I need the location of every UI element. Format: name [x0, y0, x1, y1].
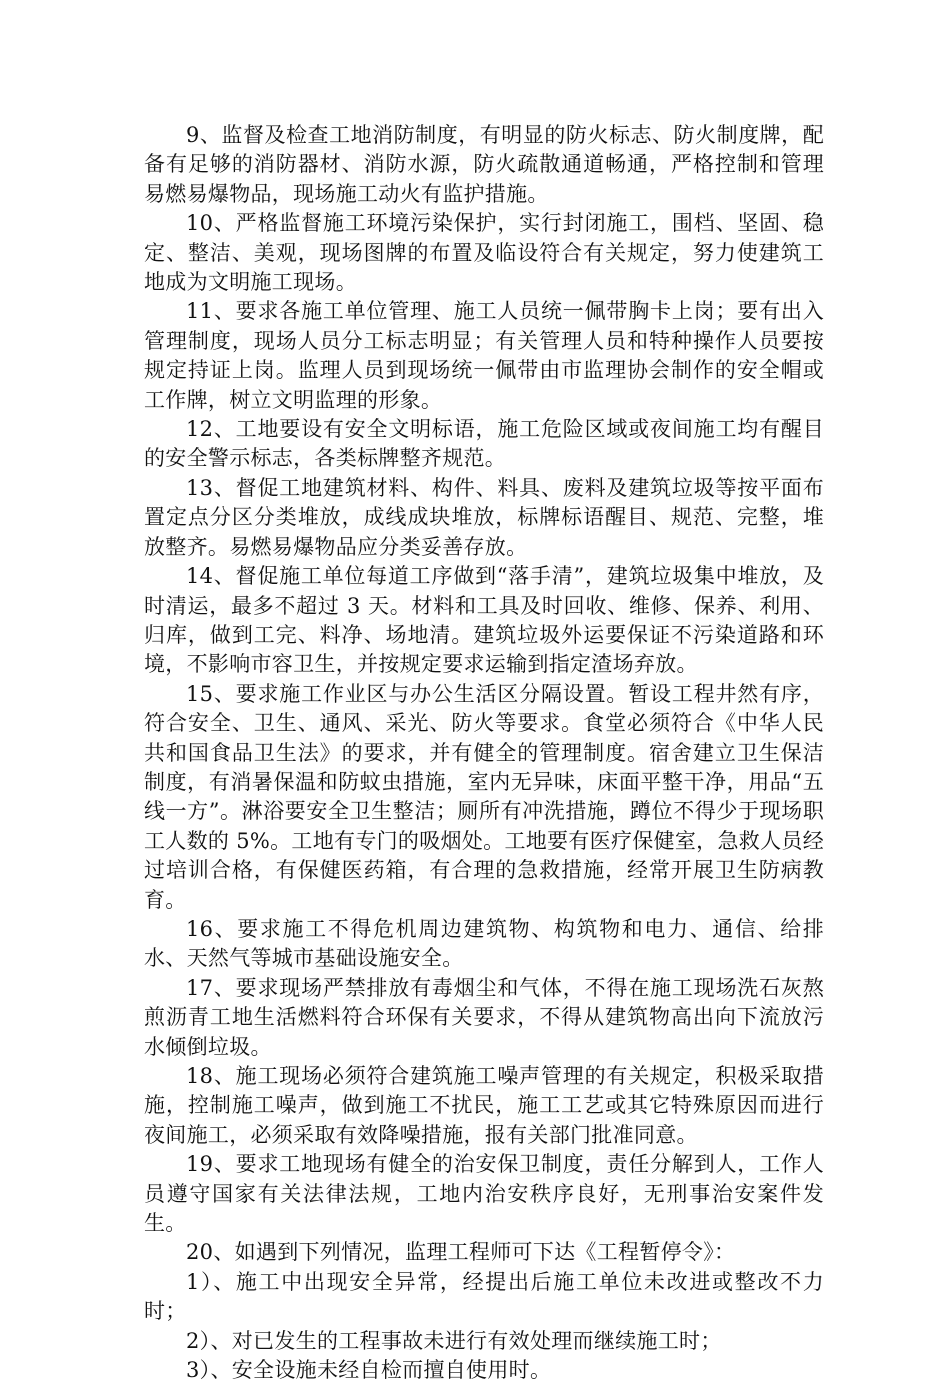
paragraph-item-17: 17、要求现场严禁排放有毒烟尘和气体，不得在施工现场洗石灰熬煎沥青工地生活燃料符合环保有关要求，不得从建筑物高出向下流放污水倾倒垃圾。 — [144, 975, 824, 1059]
paragraph-item-15: 15、要求施工作业区与办公生活区分隔设置。暂设工程井然有序，符合安全、卫生、通风、采光、防火等要求。食堂必须符合《中华人民共和国食品卫生法》的要求，并有健全的管理制度。宿舍建立卫生保洁制度，有消暑保温和防蚊虫措施，室内无异味，床面平整干净，用品“五线一方”。淋浴要安全卫生整洁；厕所有冲洗措施，蹲位不得少于现场职工人数的 5%。工地有专门的吸烟处。工地要有医疗保健室，急救人员经过培训合格，有保健医药箱，有合理的急救措施，经常开展卫生防病教育。 — [144, 681, 824, 912]
paragraph-item-9: 9、监督及检查工地消防制度，有明显的防火标志、防火制度牌，配备有足够的消防器材、消防水源，防火疏散通道畅通，严格控制和管理易燃易爆物品，现场施工动火有监护措施。 — [144, 123, 824, 206]
paragraph-item-20: 20、如遇到下列情况，监理工程师可下达《工程暂停令》： — [186, 1240, 736, 1265]
paragraph-item-18: 18、施工现场必须符合建筑施工噪声管理的有关规定，积极采取措施，控制施工噪声，做到施工不扰民，施工工艺或其它特殊原因而进行夜间施工，必须采取有效降噪措施，报有关部门批准同意。 — [144, 1064, 824, 1147]
paragraph-item-13: 13、督促工地建筑材料、构件、料具、废料及建筑垃圾等按平面布置定点分区分类堆放，成线成块堆放，标牌标语醒目、规范、完整，堆放整齐。易燃易爆物品应分类妥善存放。 — [144, 475, 824, 559]
paragraph-item-12: 12、工地要设有安全文明标语，施工危险区域或夜间施工均有醒目的安全警示标志，各类标牌整齐规范。 — [144, 417, 824, 471]
sub-item-1: 1）、施工中出现安全异常，经提出后施工单位未改进或整改不力时； — [144, 1269, 824, 1324]
paragraph-item-19: 19、要求工地现场有健全的治安保卫制度，责任分解到人，工作人员遵守国家有关法律法规，工地内治安秩序良好，无刑事治安案件发生。 — [144, 1152, 824, 1236]
paragraph-item-10: 10、严格监督施工环境污染保护，实行封闭施工，围档、坚固、稳定、整洁、美观，现场图牌的布置及临设符合有关规定，努力使建筑工地成为文明施工现场。 — [144, 211, 824, 295]
sub-item-3: 3）、安全设施未经自检而擅自使用时。 — [186, 1358, 552, 1383]
sub-item-2: 2）、对已发生的工程事故未进行有效处理而继续施工时； — [186, 1328, 722, 1353]
paragraph-item-11: 11、要求各施工单位管理、施工人员统一佩带胸卡上岗；要有出入管理制度，现场人员分工标志明显；有关管理人员和特种操作人员要按规定持证上岗。监理人员到现场统一佩带由市监理协会制作的安全帽或工作牌，树立文明监理的形象。 — [144, 299, 824, 412]
document-body — [144, 121, 824, 1385]
paragraph-item-16: 16、要求施工不得危机周边建筑物、构筑物和电力、通信、给排水、天然气等城市基础设施安全。 — [144, 916, 824, 971]
paragraph-item-14: 14、督促施工单位每道工序做到“落手清”，建筑垃圾集中堆放，及时清运，最多不超过 3 天。材料和工具及时回收、维修、保养、利用、归库，做到工完、料净、场地清。建筑垃圾外运要保证不污染道路和环境，不影响市容卫生，并按规定要求运输到指定渣场弃放。 — [144, 564, 824, 677]
